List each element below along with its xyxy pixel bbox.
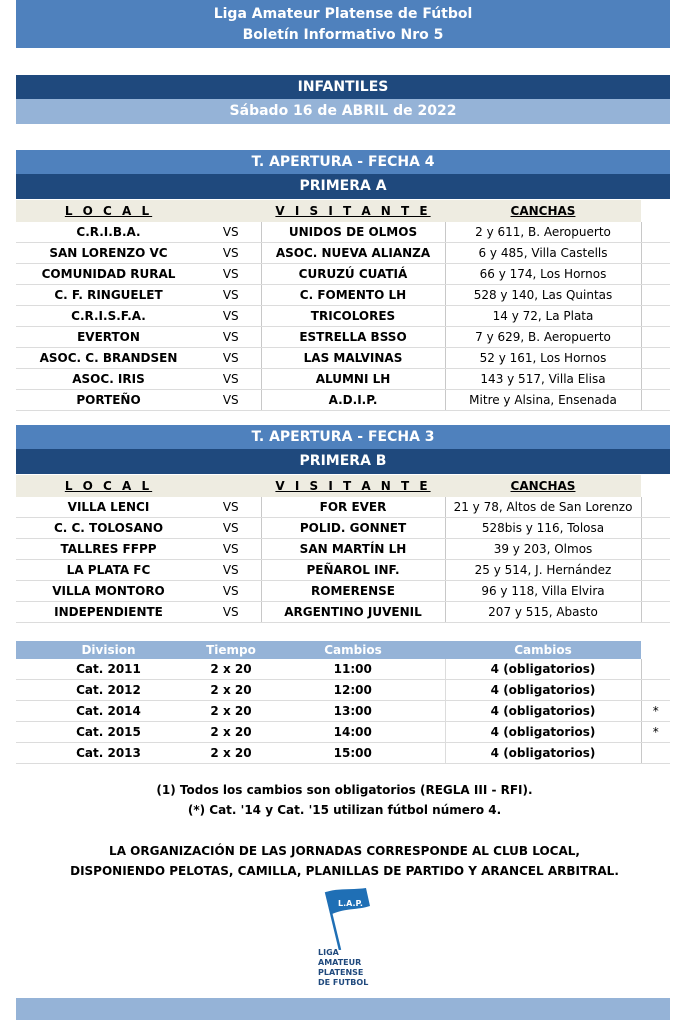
match-row bbox=[16, 243, 670, 264]
vs-label: VS bbox=[201, 602, 261, 623]
section-a-tournament: T. APERTURA - FECHA 4 bbox=[16, 150, 670, 174]
match-field: 528 y 140, Las Quintas bbox=[445, 285, 641, 306]
hour-cell: 15:00 bbox=[261, 743, 445, 764]
match-date: Sábado 16 de ABRIL de 2022 bbox=[16, 99, 670, 124]
match-field: 14 y 72, La Plata bbox=[445, 306, 641, 327]
match-field: 6 y 485, Villa Castells bbox=[445, 243, 641, 264]
hour-cell: 11:00 bbox=[261, 659, 445, 680]
times-row bbox=[16, 659, 670, 680]
changes-cell: 4 (obligatorios) bbox=[445, 659, 641, 680]
bulletin-header bbox=[16, 0, 670, 48]
asterisk-mark bbox=[641, 680, 670, 701]
asterisk-mark: * bbox=[641, 701, 670, 722]
time-cell: 2 x 20 bbox=[201, 659, 261, 680]
times-row bbox=[16, 701, 670, 722]
match-row bbox=[16, 285, 670, 306]
flag-text: L.A.P. bbox=[338, 899, 363, 908]
local-column-header: L O C A L bbox=[16, 200, 201, 222]
hour-column-header: Cambios bbox=[261, 641, 445, 659]
match-field: 39 y 203, Olmos bbox=[445, 539, 641, 560]
visitor-team: TRICOLORES bbox=[261, 306, 445, 327]
changes-cell: 4 (obligatorios) bbox=[445, 701, 641, 722]
section-b-fixture-table bbox=[16, 475, 670, 623]
match-field: 66 y 174, Los Hornos bbox=[445, 264, 641, 285]
match-row bbox=[16, 222, 670, 243]
changes-cell: 4 (obligatorios) bbox=[445, 680, 641, 701]
section-a-rows bbox=[16, 222, 670, 411]
visitor-team: ESTRELLA BSSO bbox=[261, 327, 445, 348]
vs-label: VS bbox=[201, 243, 261, 264]
division-column-header: Division bbox=[16, 641, 201, 659]
local-team: LA PLATA FC bbox=[16, 560, 201, 581]
vs-label: VS bbox=[201, 518, 261, 539]
times-header-row bbox=[16, 641, 670, 659]
local-team: EVERTON bbox=[16, 327, 201, 348]
visitor-team: ROMERENSE bbox=[261, 581, 445, 602]
match-row bbox=[16, 327, 670, 348]
section-b-rows bbox=[16, 497, 670, 623]
asterisk-mark bbox=[641, 659, 670, 680]
vs-label: VS bbox=[201, 497, 261, 518]
hour-cell: 12:00 bbox=[261, 680, 445, 701]
match-field: 96 y 118, Villa Elvira bbox=[445, 581, 641, 602]
category-title: INFANTILES bbox=[16, 75, 670, 99]
note-changes: (1) Todos los cambios son obligatorios (REGLA III - RFI). bbox=[156, 783, 533, 797]
section-a-fixture-table bbox=[16, 200, 670, 411]
time-cell: 2 x 20 bbox=[201, 680, 261, 701]
bulletin-subtitle: Boletín Informativo Nro 5 bbox=[242, 27, 444, 43]
vs-label: VS bbox=[201, 285, 261, 306]
changes-cell: 4 (obligatorios) bbox=[445, 722, 641, 743]
local-team: C.R.I.B.A. bbox=[16, 222, 201, 243]
visitor-column-header: V I S I T A N T E bbox=[261, 475, 445, 497]
match-row bbox=[16, 518, 670, 539]
hour-cell: 14:00 bbox=[261, 722, 445, 743]
fixture-header-row bbox=[16, 200, 670, 222]
hour-cell: 13:00 bbox=[261, 701, 445, 722]
note-organization-1: LA ORGANIZACIÓN DE LAS JORNADAS CORRESPONDE AL CLUB LOCAL, bbox=[109, 844, 580, 858]
logo-line: LIGA bbox=[318, 948, 339, 957]
vs-label: VS bbox=[201, 369, 261, 390]
match-field: 528bis y 116, Tolosa bbox=[445, 518, 641, 539]
times-row bbox=[16, 743, 670, 764]
visitor-team: ARGENTINO JUVENIL bbox=[261, 602, 445, 623]
changes-cell: 4 (obligatorios) bbox=[445, 743, 641, 764]
division-cell: Cat. 2014 bbox=[16, 701, 201, 722]
vs-label: VS bbox=[201, 390, 261, 411]
match-row bbox=[16, 560, 670, 581]
match-field: 7 y 629, B. Aeropuerto bbox=[445, 327, 641, 348]
fields-column-header: CANCHAS bbox=[445, 475, 641, 497]
note-organization-2: DISPONIENDO PELOTAS, CAMILLA, PLANILLAS DE PARTIDO Y ARANCEL ARBITRAL. bbox=[70, 864, 619, 878]
logo-text bbox=[318, 948, 368, 988]
asterisk-mark: * bbox=[641, 722, 670, 743]
division-cell: Cat. 2015 bbox=[16, 722, 201, 743]
local-team: VILLA LENCI bbox=[16, 497, 201, 518]
match-row bbox=[16, 581, 670, 602]
vs-label: VS bbox=[201, 539, 261, 560]
match-field: 52 y 161, Los Hornos bbox=[445, 348, 641, 369]
fixture-header-row bbox=[16, 475, 670, 497]
vs-label: VS bbox=[201, 560, 261, 581]
local-team: INDEPENDIENTE bbox=[16, 602, 201, 623]
league-title: Liga Amateur Platense de Fútbol bbox=[213, 6, 473, 22]
changes-column-header: Cambios bbox=[445, 641, 641, 659]
times-row bbox=[16, 680, 670, 701]
visitor-team: LAS MALVINAS bbox=[261, 348, 445, 369]
local-team: C. F. RINGUELET bbox=[16, 285, 201, 306]
time-cell: 2 x 20 bbox=[201, 722, 261, 743]
time-cell: 2 x 20 bbox=[201, 743, 261, 764]
vs-label: VS bbox=[201, 222, 261, 243]
fields-column-header: CANCHAS bbox=[445, 200, 641, 222]
time-column-header: Tiempo bbox=[201, 641, 261, 659]
visitor-team: CURUZÚ CUATIÁ bbox=[261, 264, 445, 285]
match-row bbox=[16, 539, 670, 560]
note-ball: (*) Cat. '14 y Cat. '15 utilizan fútbol número 4. bbox=[187, 803, 502, 817]
local-team: ASOC. C. BRANDSEN bbox=[16, 348, 201, 369]
vs-label: VS bbox=[201, 327, 261, 348]
vs-label: VS bbox=[201, 264, 261, 285]
match-field: 2 y 611, B. Aeropuerto bbox=[445, 222, 641, 243]
local-team: COMUNIDAD RURAL bbox=[16, 264, 201, 285]
match-field: 25 y 514, J. Hernández bbox=[445, 560, 641, 581]
match-row bbox=[16, 497, 670, 518]
logo-line: AMATEUR bbox=[318, 958, 362, 967]
section-a-division: PRIMERA A bbox=[16, 174, 670, 199]
match-field: Mitre y Alsina, Ensenada bbox=[445, 390, 641, 411]
times-row bbox=[16, 722, 670, 743]
match-row bbox=[16, 369, 670, 390]
match-field: 21 y 78, Altos de San Lorenzo bbox=[445, 497, 641, 518]
league-logo bbox=[318, 888, 380, 996]
match-row bbox=[16, 602, 670, 623]
visitor-team: FOR EVER bbox=[261, 497, 445, 518]
visitor-team: POLID. GONNET bbox=[261, 518, 445, 539]
vs-label: VS bbox=[201, 306, 261, 327]
local-team: C. C. TOLOSANO bbox=[16, 518, 201, 539]
local-team: TALLRES FFPP bbox=[16, 539, 201, 560]
local-team: VILLA MONTORO bbox=[16, 581, 201, 602]
local-team: PORTEÑO bbox=[16, 390, 201, 411]
local-team: C.R.I.S.F.A. bbox=[16, 306, 201, 327]
division-cell: Cat. 2012 bbox=[16, 680, 201, 701]
visitor-team: ASOC. NUEVA ALIANZA bbox=[261, 243, 445, 264]
visitor-team: UNIDOS DE OLMOS bbox=[261, 222, 445, 243]
local-column-header: L O C A L bbox=[16, 475, 201, 497]
section-b-tournament: T. APERTURA - FECHA 3 bbox=[16, 425, 670, 449]
flag-icon bbox=[318, 888, 380, 950]
match-row bbox=[16, 348, 670, 369]
visitor-team: SAN MARTÍN LH bbox=[261, 539, 445, 560]
category-times-table bbox=[16, 641, 670, 764]
match-field: 143 y 517, Villa Elisa bbox=[445, 369, 641, 390]
times-rows bbox=[16, 659, 670, 764]
match-row bbox=[16, 306, 670, 327]
match-row bbox=[16, 390, 670, 411]
division-cell: Cat. 2013 bbox=[16, 743, 201, 764]
asterisk-mark bbox=[641, 743, 670, 764]
footer-band bbox=[16, 998, 670, 1020]
vs-label: VS bbox=[201, 348, 261, 369]
match-row bbox=[16, 264, 670, 285]
match-field: 207 y 515, Abasto bbox=[445, 602, 641, 623]
time-cell: 2 x 20 bbox=[201, 701, 261, 722]
vs-label: VS bbox=[201, 581, 261, 602]
logo-line: PLATENSE bbox=[318, 968, 364, 977]
visitor-team: C. FOMENTO LH bbox=[261, 285, 445, 306]
visitor-team: PEÑAROL INF. bbox=[261, 560, 445, 581]
visitor-team: ALUMNI LH bbox=[261, 369, 445, 390]
division-cell: Cat. 2011 bbox=[16, 659, 201, 680]
visitor-team: A.D.I.P. bbox=[261, 390, 445, 411]
local-team: ASOC. IRIS bbox=[16, 369, 201, 390]
local-team: SAN LORENZO VC bbox=[16, 243, 201, 264]
logo-line: DE FUTBOL bbox=[318, 978, 369, 987]
visitor-column-header: V I S I T A N T E bbox=[261, 200, 445, 222]
section-b-division: PRIMERA B bbox=[16, 449, 670, 474]
